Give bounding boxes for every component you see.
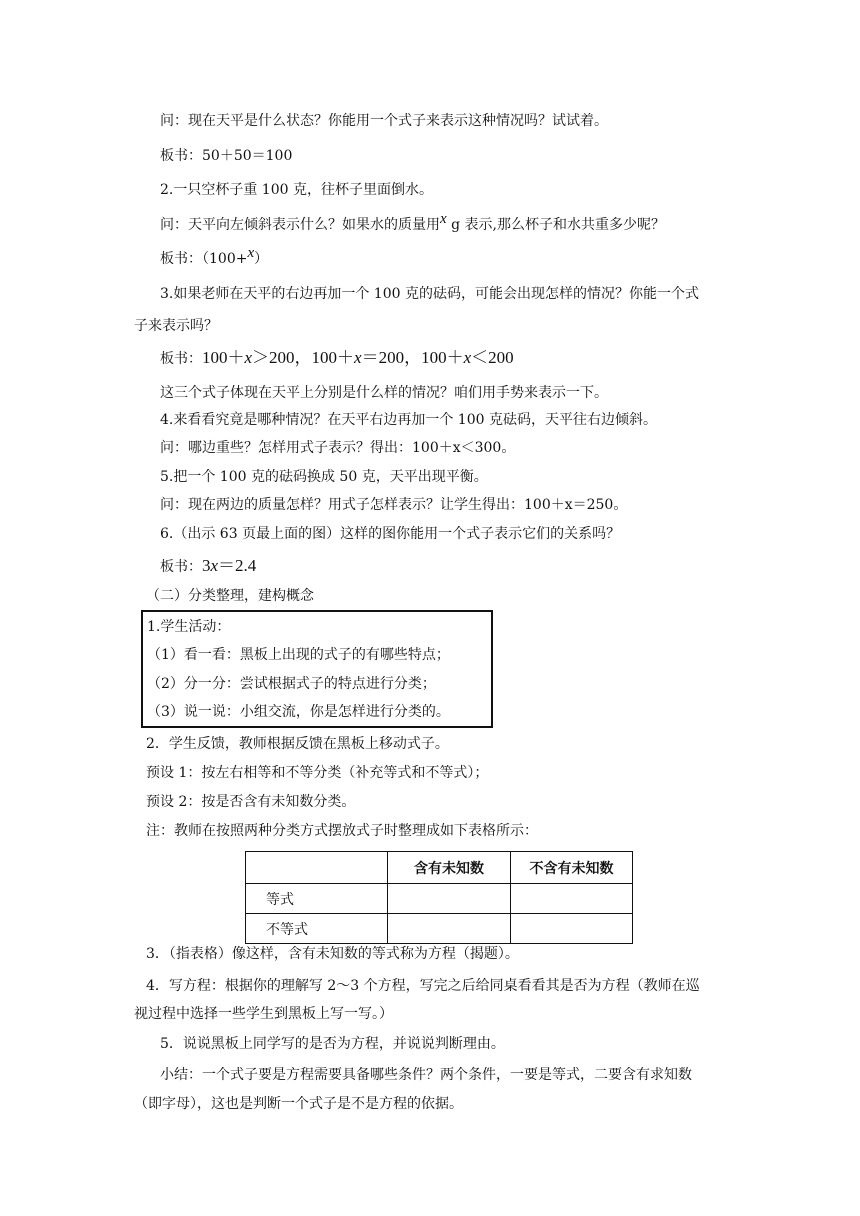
- table-cell: [511, 884, 633, 914]
- student-activity-box: [141, 610, 493, 728]
- classification-table: [245, 851, 633, 944]
- text-segment: 板书：（100+: [160, 251, 248, 267]
- paragraph-question-tilt: [160, 211, 665, 235]
- paragraph-step-6: 6.（出示 63 页最上面的图）这样的图你能用一个式子表示它们的关系吗？: [160, 526, 621, 542]
- paragraph-summary: 小结：一个式子要是方程需要具备哪些条件？两个条件，一要是等式，二要含有求知数: [160, 1067, 692, 1083]
- variable-x: x: [463, 348, 472, 367]
- paragraph-step-3: 3.如果老师在天平的右边再加一个 100 克的砝码，可能会出现怎样的情况？你能一个式: [160, 286, 699, 302]
- paragraph-question-heavier: 问：哪边重些？怎样用式子表示？得出：100＋x＜300。: [160, 440, 516, 456]
- math-expression: [202, 556, 256, 575]
- section-heading-classification: （二）分类整理，建构概念: [146, 588, 314, 604]
- table-row: [246, 914, 633, 944]
- paragraph-note: 注：教师在按照两种分类方式摆放式子时整理成如下表格所示：: [146, 823, 538, 839]
- paragraph-preset-2: 预设 2：按是否含有未知数分类。: [146, 794, 356, 810]
- activity-item-look: （1）看一看：黑板上出现的式子的有哪些特点；: [147, 647, 450, 663]
- math-segment: ＝2.4: [218, 556, 257, 575]
- paragraph-step-3-cont: 子来表示吗？: [134, 318, 218, 334]
- table-cell: 等式: [246, 884, 388, 914]
- math-segment: ＜200: [471, 348, 514, 367]
- text-segment: g 表示,那么杯子和水共重多少呢？: [446, 217, 665, 233]
- table-cell: [388, 914, 511, 944]
- paragraph-board-50-50: 板书：50＋50＝100: [160, 148, 293, 164]
- paragraph-board-100-plus-x: [160, 245, 269, 269]
- math-segment: 100＋: [202, 348, 245, 367]
- paragraph-question-mass: 问：现在两边的质量怎样？用式子怎样表示？让学生得出：100＋x＝250。: [160, 497, 628, 513]
- table-cell: 不等式: [246, 914, 388, 944]
- paragraph-judge: 5．说说黑板上同学写的是否为方程，并说说判断理由。: [160, 1036, 505, 1052]
- activity-item-discuss: （3）说一说：小组交流，你是怎样进行分类的。: [147, 704, 450, 720]
- paragraph-step-4: 4.来看看究竟是哪种情况？在天平右边再加一个 100 克砝码，天平往右边倾斜。: [160, 412, 657, 428]
- paragraph-board-inequalities: [160, 348, 514, 369]
- table-header-cell: 不含有未知数: [511, 852, 633, 884]
- paragraph-question-state: 问：现在天平是什么状态？你能用一个式子来表示这种情况吗？试试着。: [160, 113, 608, 129]
- table-header-row: [246, 852, 633, 884]
- paragraph-three-expressions: 这三个式子体现在天平上分别是什么样的情况？咱们用手势来表示一下。: [160, 385, 608, 401]
- paragraph-step-2: 2.一只空杯子重 100 克，往杯子里面倒水。: [160, 182, 433, 198]
- text-segment: 问：天平向左倾斜表示什么？如果水的质量用: [160, 217, 440, 233]
- paragraph-define-equation: 3．（指表格）像这样，含有未知数的等式称为方程（揭题）。: [146, 946, 519, 962]
- math-segment: ＞200，100＋: [252, 348, 355, 367]
- paragraph-feedback: 2．学生反馈，教师根据反馈在黑板上移动式子。: [146, 736, 449, 752]
- table-header-cell: 含有未知数: [388, 852, 511, 884]
- text-segment: 板书：: [160, 351, 202, 367]
- paragraph-write-equations-cont: 视过程中选择一些学生到黑板上写一写。）: [134, 1006, 393, 1022]
- paragraph-preset-1: 预设 1：按左右相等和不等分类（补充等式和不等式）；: [146, 765, 489, 781]
- text-segment: 板书：: [160, 559, 202, 575]
- variable-x: x: [244, 348, 253, 367]
- paragraph-board-3x: [160, 556, 256, 577]
- math-segment: ＝200，100＋: [361, 348, 464, 367]
- paragraph-summary-cont: （即字母），这也是判断一个式子是不是方程的依据。: [134, 1096, 463, 1112]
- activity-title: 1.学生活动：: [147, 619, 231, 635]
- text-segment: ）: [254, 251, 269, 267]
- variable-x: x: [354, 348, 362, 367]
- variable-x: x: [440, 211, 447, 227]
- math-expression: [202, 348, 514, 367]
- table-cell: [388, 884, 511, 914]
- math-segment: 3: [202, 556, 211, 575]
- table-header-cell: [246, 852, 388, 884]
- table-row: [246, 884, 633, 914]
- paragraph-write-equations: 4．写方程：根据你的理解写 2～3 个方程，写完之后给同桌看看其是否为方程（教师在巡: [146, 978, 700, 994]
- activity-item-sort: （2）分一分：尝试根据式子的特点进行分类；: [147, 676, 436, 692]
- variable-x: x: [210, 556, 219, 575]
- paragraph-step-5: 5.把一个 100 克的砝码换成 50 克，天平出现平衡。: [160, 469, 488, 485]
- table-cell: [511, 914, 633, 944]
- variable-x: x: [247, 245, 255, 261]
